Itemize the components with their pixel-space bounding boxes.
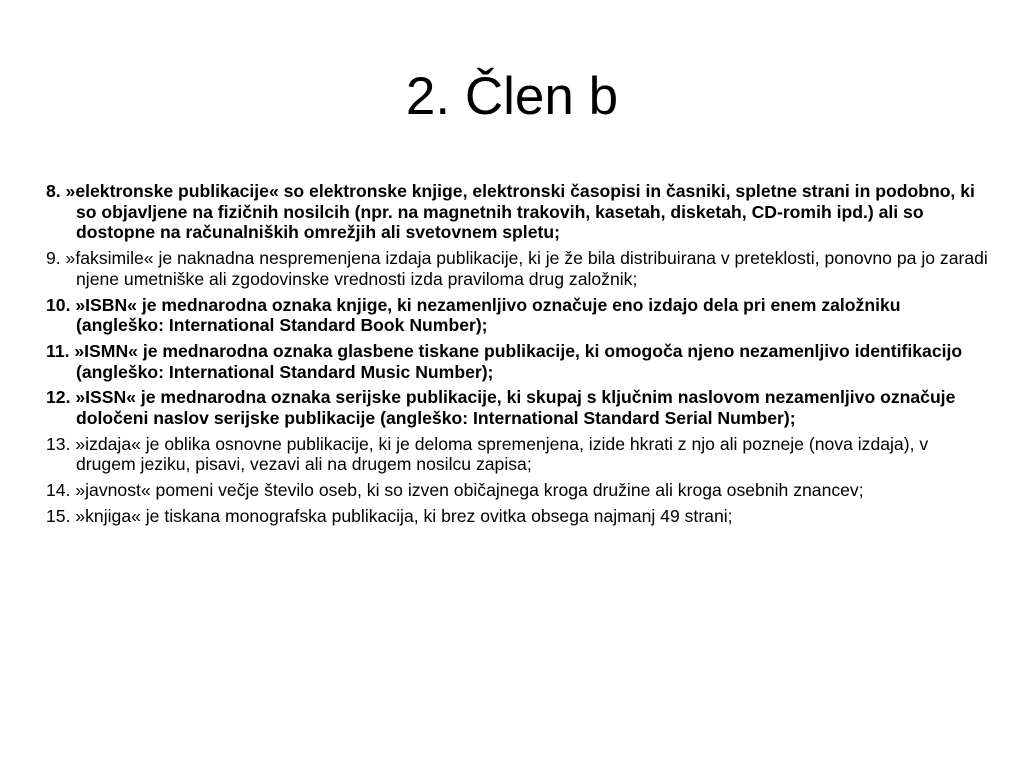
list-item-14: 14. »javnost« pomeni večje število oseb, ki so izven običajnega kroga družine ali kroga osebnih znancev; xyxy=(46,480,864,501)
list-item-12: 12. »ISSN« je mednarodna oznaka serijske publikacije, ki skupaj s ključnim naslovom nezamenljivo označuje določeni naslov serijske publikacije (angleško: International Standard Serial Number); xyxy=(46,387,956,429)
list-item-13: 13. »izdaja« je oblika osnovne publikacije, ki je deloma spremenjena, izide hkrati z njo ali pozneje (nova izdaja), v drugem jeziku, pisavi, vezavi ali na drugem nosilcu zapisa; xyxy=(46,433,929,475)
list-item-15: 15. »knjiga« je tiskana monografska publikacija, ki brez ovitka obsega najmanj 49 strani; xyxy=(46,505,733,526)
slide-title: 2. Člen b xyxy=(405,67,619,126)
list-item-11: 11. »ISMN« je mednarodna oznaka glasbene tiskane publikacije, ki omogoča njeno nezamenljivo identifikacijo (angleško: International Standard Music Number); xyxy=(46,340,963,382)
list-item-10: 10. »ISBN« je mednarodna oznaka knjige, ki nezamenljivo označuje eno izdajo dela pri enem založniku (angleško: International Standard Book Number); xyxy=(46,294,901,336)
list-item-8: 8. »elektronske publikacije« so elektronske knjige, elektronski časopisi in časniki, spletne strani in podobno, ki so objavljene na fizičnih nosilcih (npr. na magnetnih trakovih, kasetah, disketah, CD-romih ipd.) ali so dostopne na računalniških omrežjih ali svetovnem spletu; xyxy=(46,181,975,243)
slide-body-list xyxy=(46,181,990,532)
list-item-9: 9. »faksimile« je naknadna nespremenjena izdaja publikacije, ki je že bila distribuirana v preteklosti, ponovno pa jo zaradi njene umetniške ali zgodovinske vrednosti izda praviloma drug založnik; xyxy=(46,248,988,289)
